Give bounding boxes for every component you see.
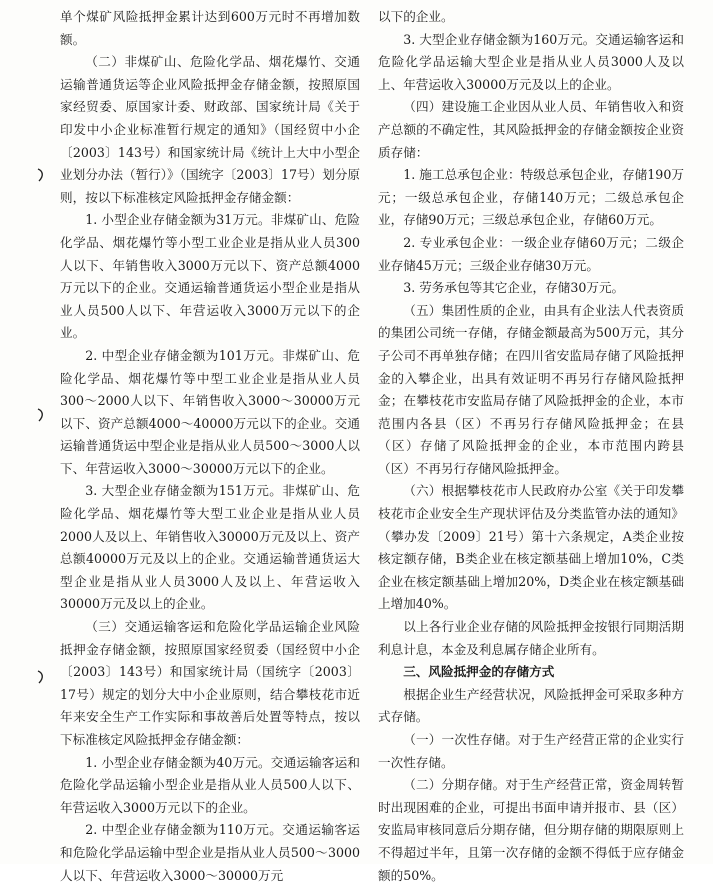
paragraph: 3. 劳务承包等其它企业，存储30万元。 <box>403 280 625 296</box>
paragraph: （二）非煤矿山、危险化学品、烟花爆竹、交通运输普通货运等企业风险抵押金存储金额，按照原国家经贸委、原国家计委、财政部、国家统计局《关于印发中小企业标准暂行规定的通知》（国经贸中小企〔2003〕143号）和国家统计局《统计上大中小型企业划分办法（暂行）》（国统字〔2003〕17号）划分原则，按以下标准核定风险抵押金存储金额： <box>60 54 360 205</box>
paragraph: （五）集团性质的企业，由具有企业法人代表资质的集团公司统一存储，存储金额最高为500万元，其分子公司不再单独存储；在四川省安监局存储了风险抵押金的入攀企业，出具有效证明不再另行存储风险抵押金；在攀枝花市安监局存储了风险抵押金的企业，本市范围内各县（区）不再另行存储风险抵押金；在县（区）存储了风险抵押金的企业，本市范围内跨县（区）不再另行存储风险抵押金。 <box>378 302 684 476</box>
right-column <box>378 6 684 887</box>
paragraph: （三）交通运输客运和危险化学品运输企业风险抵押金存储金额，按照原国家经贸委（国经贸中小企〔2003〕143号）和国家统计局（国统字〔2003〕17号）规定的划分大中小企业原则，结合攀枝花市近年来安全生产工作实际和事故善后处置等特点，按以下标准核定风险抵押金存储金额： <box>60 619 360 747</box>
paragraph: 3. 大型企业存储金额为160万元。交通运输客运和危险化学品运输大型企业是指从业人员3000人及以上、年营运收入30000万元及以上的企业。 <box>378 31 684 92</box>
left-column <box>60 6 360 887</box>
paragraph: 根据企业生产经营状况，风险抵押金可采取多种方式存储。 <box>378 686 684 725</box>
paragraph: （四）建设施工企业因从业人员、年销售收入和资产总额的不确定性，其风险抵押金的存储金额按企业资质存储： <box>378 99 684 160</box>
binding-mark <box>36 168 46 182</box>
paragraph: （一）一次性存储。对于生产经营正常的企业实行一次性存储。 <box>378 732 684 770</box>
paragraph: （二）分期存储。对于生产经营正常，资金周转暂时出现困难的企业，可提出书面申请并报市、县（区）安监局审核同意后分期存储，但分期存储的期限原则上不得超过半年，且第一次存储的金额不得低于应存储金额的50%。 <box>378 777 684 883</box>
paragraph: 以下的企业。 <box>378 9 454 24</box>
paragraph: 2. 专业承包企业：一级企业存储60万元；二级企业存储45万元；三级企业存储30万元。 <box>378 234 684 273</box>
paragraph: 1. 施工总承包企业：特级总承包企业，存储190万元；一级总承包企业，存储140万元；二级总承包企业，存储90万元；三级总承包企业，存储60万元。 <box>378 167 684 228</box>
paragraph: 1. 小型企业存储金额为40万元。交通运输客运和危险化学品运输小型企业是指从业人员500人以下、年营运收入3000万元以下的企业。 <box>60 754 360 815</box>
paragraph: （六）根据攀枝花市人民政府办公室《关于印发攀枝花市企业安全生产现状评估及分类监管办法的通知》（攀办发〔2009〕21号）第十六条规定，A类企业按核定额存储，B类企业在核定额基础上增加10%，C类企业在核定额基础上增加20%，D类企业在核定额基础上增加40%。 <box>378 483 684 612</box>
paragraph: 3. 大型企业存储金额为151万元。非煤矿山、危险化学品、烟花爆竹等大型工业企业是指从业人员2000人及以上、年销售收入30000万元及以上、资产总额40000万元及以上的企业。交通运输普通货运大型企业是指从业人员3000人及以上、年营运收入30000万元及以上的企业。 <box>60 483 360 612</box>
paragraph: 2. 中型企业存储金额为101万元。非煤矿山、危险化学品、烟花爆竹等中型工业企业是指从业人员300～2000人以下、年销售收入3000～30000万元以下、资产总额4000～40000万元以下的企业。交通运输普通货运中型企业是指从业人员500～3000人以下、年营运收入3000～30000万元以下的企业。 <box>60 347 360 476</box>
binding-mark <box>36 670 46 684</box>
paragraph: 以上各行业企业存储的风险抵押金按银行同期活期利息计息，本金及利息属存储企业所有。 <box>378 619 684 657</box>
binding-mark <box>36 408 46 422</box>
paragraph: 1. 小型企业存储金额为31万元。非煤矿山、危险化学品、烟花爆竹等小型工业企业是指从业人员300人以下、年销售收入3000万元以下、资产总额4000万元以下的企业。交通运输普通货运小型企业是指从业人员500人以下、年营运收入3000万元以下的企业。 <box>60 212 360 341</box>
section-heading: 三、风险抵押金的存储方式 <box>403 664 555 680</box>
paragraph: 2. 中型企业存储金额为110万元。交通运输客运和危险化学品运输中型企业是指从业人员500～3000人以下、年营运收入3000～30000万元 <box>60 822 360 883</box>
paragraph: 单个煤矿风险抵押金累计达到600万元时不再增加数额。 <box>60 9 360 47</box>
